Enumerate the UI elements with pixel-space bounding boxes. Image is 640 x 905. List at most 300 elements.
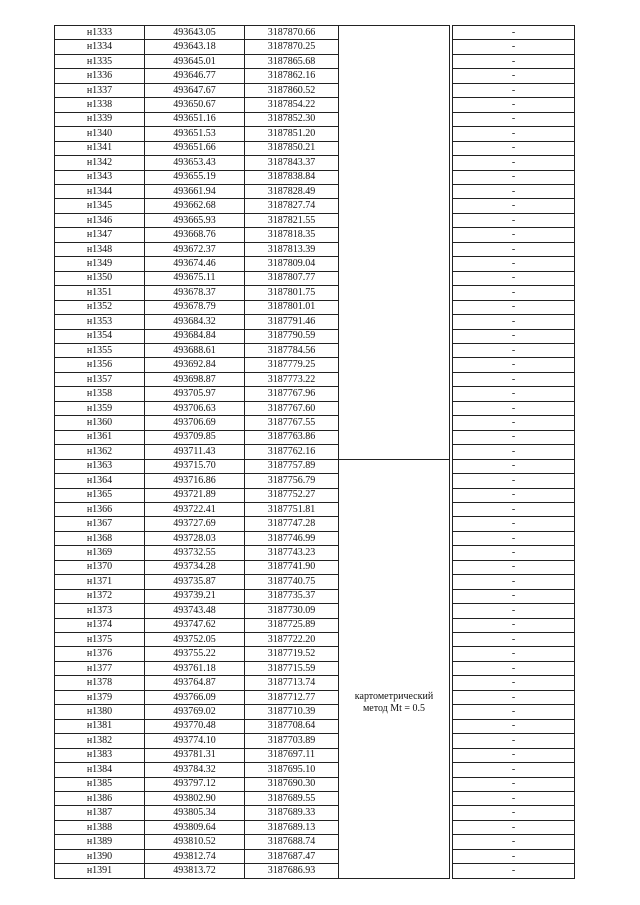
table-row [55, 676, 575, 690]
y-coordinate-cell: 3187851.20 [245, 127, 339, 141]
table-row [55, 199, 575, 213]
table-row [55, 589, 575, 603]
dash-cell: - [453, 271, 575, 285]
point-name-cell: н1390 [55, 849, 145, 863]
table-row [55, 459, 575, 473]
x-coordinate-cell: 493715.70 [145, 459, 245, 473]
x-coordinate-cell: 493810.52 [145, 835, 245, 849]
dash-cell: - [453, 170, 575, 184]
dash-cell: - [453, 112, 575, 126]
y-coordinate-cell: 3187860.52 [245, 83, 339, 97]
dash-cell: - [453, 835, 575, 849]
point-name-cell: н1379 [55, 690, 145, 704]
point-name-cell: н1350 [55, 271, 145, 285]
table-row [55, 40, 575, 54]
y-coordinate-cell: 3187751.81 [245, 502, 339, 516]
dash-cell: - [453, 69, 575, 83]
table-row [55, 156, 575, 170]
y-coordinate-cell: 3187763.86 [245, 430, 339, 444]
table-row [55, 690, 575, 704]
y-coordinate-cell: 3187801.01 [245, 300, 339, 314]
table-row [55, 705, 575, 719]
table-row [55, 763, 575, 777]
table-row [55, 83, 575, 97]
point-name-cell: н1387 [55, 806, 145, 820]
dash-cell: - [453, 849, 575, 863]
y-coordinate-cell: 3187790.59 [245, 329, 339, 343]
table-row [55, 474, 575, 488]
point-name-cell: н1369 [55, 546, 145, 560]
table-row [55, 864, 575, 878]
y-coordinate-cell: 3187690.30 [245, 777, 339, 791]
point-name-cell: н1386 [55, 792, 145, 806]
point-name-cell: н1345 [55, 199, 145, 213]
dash-cell: - [453, 777, 575, 791]
table-row [55, 98, 575, 112]
dash-cell: - [453, 474, 575, 488]
method-note-line1: картометрический [354, 690, 434, 702]
point-name-cell: н1361 [55, 430, 145, 444]
x-coordinate-cell: 493734.28 [145, 560, 245, 574]
x-coordinate-cell: 493732.55 [145, 546, 245, 560]
point-name-cell: н1365 [55, 488, 145, 502]
table-row [55, 271, 575, 285]
dash-cell: - [453, 560, 575, 574]
point-name-cell: н1376 [55, 647, 145, 661]
x-coordinate-cell: 493711.43 [145, 445, 245, 459]
dash-cell: - [453, 242, 575, 256]
coordinates-table [54, 25, 575, 879]
dash-cell: - [453, 459, 575, 473]
point-name-cell: н1341 [55, 141, 145, 155]
y-coordinate-cell: 3187821.55 [245, 213, 339, 227]
dash-cell: - [453, 343, 575, 357]
point-name-cell: н1391 [55, 864, 145, 878]
dash-cell: - [453, 141, 575, 155]
table-row [55, 170, 575, 184]
table-row [55, 719, 575, 733]
dash-cell: - [453, 864, 575, 878]
y-coordinate-cell: 3187784.56 [245, 343, 339, 357]
y-coordinate-cell: 3187838.84 [245, 170, 339, 184]
x-coordinate-cell: 493668.76 [145, 228, 245, 242]
x-coordinate-cell: 493678.37 [145, 286, 245, 300]
table-row [55, 141, 575, 155]
table-row [55, 112, 575, 126]
dash-cell: - [453, 358, 575, 372]
x-coordinate-cell: 493755.22 [145, 647, 245, 661]
x-coordinate-cell: 493809.64 [145, 820, 245, 834]
x-coordinate-cell: 493647.67 [145, 83, 245, 97]
x-coordinate-cell: 493812.74 [145, 849, 245, 863]
y-coordinate-cell: 3187852.30 [245, 112, 339, 126]
dash-cell: - [453, 763, 575, 777]
dash-cell: - [453, 445, 575, 459]
dash-cell: - [453, 792, 575, 806]
dash-cell: - [453, 676, 575, 690]
x-coordinate-cell: 493781.31 [145, 748, 245, 762]
point-name-cell: н1334 [55, 40, 145, 54]
dash-cell: - [453, 40, 575, 54]
x-coordinate-cell: 493661.94 [145, 184, 245, 198]
dash-cell: - [453, 589, 575, 603]
x-coordinate-cell: 493735.87 [145, 575, 245, 589]
table-row [55, 184, 575, 198]
dash-cell: - [453, 690, 575, 704]
x-coordinate-cell: 493651.53 [145, 127, 245, 141]
x-coordinate-cell: 493650.67 [145, 98, 245, 112]
x-coordinate-cell: 493646.77 [145, 69, 245, 83]
dash-cell: - [453, 618, 575, 632]
x-coordinate-cell: 493706.69 [145, 416, 245, 430]
point-name-cell: н1344 [55, 184, 145, 198]
coordinates-table-body [55, 26, 575, 879]
table-row [55, 401, 575, 415]
y-coordinate-cell: 3187870.66 [245, 26, 339, 40]
table-row [55, 54, 575, 68]
y-coordinate-cell: 3187697.11 [245, 748, 339, 762]
table-row [55, 416, 575, 430]
dash-cell: - [453, 228, 575, 242]
y-coordinate-cell: 3187743.23 [245, 546, 339, 560]
point-name-cell: н1352 [55, 300, 145, 314]
x-coordinate-cell: 493692.84 [145, 358, 245, 372]
dash-cell: - [453, 98, 575, 112]
table-row [55, 792, 575, 806]
point-name-cell: н1349 [55, 257, 145, 271]
x-coordinate-cell: 493721.89 [145, 488, 245, 502]
dash-cell: - [453, 213, 575, 227]
dash-cell: - [453, 604, 575, 618]
x-coordinate-cell: 493766.09 [145, 690, 245, 704]
y-coordinate-cell: 3187767.55 [245, 416, 339, 430]
point-name-cell: н1381 [55, 719, 145, 733]
y-coordinate-cell: 3187689.33 [245, 806, 339, 820]
y-coordinate-cell: 3187791.46 [245, 315, 339, 329]
dash-cell: - [453, 661, 575, 675]
dash-cell: - [453, 199, 575, 213]
point-name-cell: н1373 [55, 604, 145, 618]
y-coordinate-cell: 3187756.79 [245, 474, 339, 488]
table-row [55, 546, 575, 560]
y-coordinate-cell: 3187715.59 [245, 661, 339, 675]
y-coordinate-cell: 3187828.49 [245, 184, 339, 198]
y-coordinate-cell: 3187773.22 [245, 372, 339, 386]
method-cell-upper [339, 26, 450, 460]
x-coordinate-cell: 493739.21 [145, 589, 245, 603]
dash-cell: - [453, 633, 575, 647]
y-coordinate-cell: 3187767.96 [245, 387, 339, 401]
x-coordinate-cell: 493643.18 [145, 40, 245, 54]
x-coordinate-cell: 493645.01 [145, 54, 245, 68]
y-coordinate-cell: 3187843.37 [245, 156, 339, 170]
point-name-cell: н1378 [55, 676, 145, 690]
dash-cell: - [453, 372, 575, 386]
y-coordinate-cell: 3187854.22 [245, 98, 339, 112]
table-row [55, 488, 575, 502]
method-note [339, 691, 449, 715]
method-cell [339, 459, 450, 878]
table-row [55, 69, 575, 83]
point-name-cell: н1371 [55, 575, 145, 589]
x-coordinate-cell: 493662.68 [145, 199, 245, 213]
x-coordinate-cell: 493655.19 [145, 170, 245, 184]
point-name-cell: н1338 [55, 98, 145, 112]
x-coordinate-cell: 493764.87 [145, 676, 245, 690]
point-name-cell: н1364 [55, 474, 145, 488]
table-row [55, 329, 575, 343]
y-coordinate-cell: 3187689.55 [245, 792, 339, 806]
point-name-cell: н1351 [55, 286, 145, 300]
y-coordinate-cell: 3187807.77 [245, 271, 339, 285]
dash-cell: - [453, 387, 575, 401]
table-row [55, 661, 575, 675]
x-coordinate-cell: 493709.85 [145, 430, 245, 444]
dash-cell: - [453, 748, 575, 762]
y-coordinate-cell: 3187689.13 [245, 820, 339, 834]
y-coordinate-cell: 3187735.37 [245, 589, 339, 603]
y-coordinate-cell: 3187712.77 [245, 690, 339, 704]
point-name-cell: н1388 [55, 820, 145, 834]
dash-cell: - [453, 26, 575, 40]
y-coordinate-cell: 3187850.21 [245, 141, 339, 155]
x-coordinate-cell: 493651.66 [145, 141, 245, 155]
coordinates-sheet [54, 25, 575, 879]
y-coordinate-cell: 3187865.68 [245, 54, 339, 68]
table-row [55, 820, 575, 834]
point-name-cell: н1347 [55, 228, 145, 242]
table-row [55, 445, 575, 459]
y-coordinate-cell: 3187730.09 [245, 604, 339, 618]
y-coordinate-cell: 3187752.27 [245, 488, 339, 502]
table-row [55, 835, 575, 849]
table-row [55, 430, 575, 444]
x-coordinate-cell: 493813.72 [145, 864, 245, 878]
table-row [55, 560, 575, 574]
table-row [55, 228, 575, 242]
point-name-cell: н1348 [55, 242, 145, 256]
y-coordinate-cell: 3187818.35 [245, 228, 339, 242]
x-coordinate-cell: 493684.32 [145, 315, 245, 329]
point-name-cell: н1389 [55, 835, 145, 849]
point-name-cell: н1377 [55, 661, 145, 675]
dash-cell: - [453, 156, 575, 170]
dash-cell: - [453, 329, 575, 343]
dash-cell: - [453, 575, 575, 589]
dash-cell: - [453, 502, 575, 516]
dash-cell: - [453, 257, 575, 271]
dash-cell: - [453, 184, 575, 198]
x-coordinate-cell: 493769.02 [145, 705, 245, 719]
table-row [55, 531, 575, 545]
point-name-cell: н1383 [55, 748, 145, 762]
table-row [55, 315, 575, 329]
x-coordinate-cell: 493728.03 [145, 531, 245, 545]
table-row [55, 26, 575, 40]
point-name-cell: н1374 [55, 618, 145, 632]
table-row [55, 806, 575, 820]
x-coordinate-cell: 493672.37 [145, 242, 245, 256]
dash-cell: - [453, 531, 575, 545]
y-coordinate-cell: 3187827.74 [245, 199, 339, 213]
table-row [55, 358, 575, 372]
point-name-cell: н1333 [55, 26, 145, 40]
point-name-cell: н1368 [55, 531, 145, 545]
y-coordinate-cell: 3187801.75 [245, 286, 339, 300]
x-coordinate-cell: 493675.11 [145, 271, 245, 285]
point-name-cell: н1342 [55, 156, 145, 170]
table-row [55, 343, 575, 357]
table-row [55, 734, 575, 748]
point-name-cell: н1354 [55, 329, 145, 343]
y-coordinate-cell: 3187746.99 [245, 531, 339, 545]
dash-cell: - [453, 719, 575, 733]
dash-cell: - [453, 286, 575, 300]
table-row [55, 517, 575, 531]
dash-cell: - [453, 705, 575, 719]
point-name-cell: н1356 [55, 358, 145, 372]
x-coordinate-cell: 493653.43 [145, 156, 245, 170]
point-name-cell: н1353 [55, 315, 145, 329]
table-row [55, 257, 575, 271]
x-coordinate-cell: 493752.05 [145, 633, 245, 647]
x-coordinate-cell: 493805.34 [145, 806, 245, 820]
x-coordinate-cell: 493665.93 [145, 213, 245, 227]
x-coordinate-cell: 493743.48 [145, 604, 245, 618]
table-row [55, 213, 575, 227]
table-row [55, 849, 575, 863]
y-coordinate-cell: 3187767.60 [245, 401, 339, 415]
point-name-cell: н1380 [55, 705, 145, 719]
y-coordinate-cell: 3187779.25 [245, 358, 339, 372]
dash-cell: - [453, 430, 575, 444]
y-coordinate-cell: 3187703.89 [245, 734, 339, 748]
dash-cell: - [453, 127, 575, 141]
y-coordinate-cell: 3187687.47 [245, 849, 339, 863]
point-name-cell: н1358 [55, 387, 145, 401]
point-name-cell: н1375 [55, 633, 145, 647]
y-coordinate-cell: 3187722.20 [245, 633, 339, 647]
table-row [55, 748, 575, 762]
point-name-cell: н1370 [55, 560, 145, 574]
point-name-cell: н1355 [55, 343, 145, 357]
table-row [55, 372, 575, 386]
x-coordinate-cell: 493761.18 [145, 661, 245, 675]
y-coordinate-cell: 3187686.93 [245, 864, 339, 878]
y-coordinate-cell: 3187762.16 [245, 445, 339, 459]
table-row [55, 575, 575, 589]
y-coordinate-cell: 3187747.28 [245, 517, 339, 531]
table-row [55, 633, 575, 647]
point-name-cell: н1384 [55, 763, 145, 777]
x-coordinate-cell: 493727.69 [145, 517, 245, 531]
point-name-cell: н1372 [55, 589, 145, 603]
point-name-cell: н1362 [55, 445, 145, 459]
y-coordinate-cell: 3187740.75 [245, 575, 339, 589]
table-row [55, 618, 575, 632]
x-coordinate-cell: 493706.63 [145, 401, 245, 415]
x-coordinate-cell: 493747.62 [145, 618, 245, 632]
x-coordinate-cell: 493651.16 [145, 112, 245, 126]
table-row [55, 242, 575, 256]
table-row [55, 604, 575, 618]
x-coordinate-cell: 493770.48 [145, 719, 245, 733]
y-coordinate-cell: 3187710.39 [245, 705, 339, 719]
x-coordinate-cell: 493643.05 [145, 26, 245, 40]
y-coordinate-cell: 3187870.25 [245, 40, 339, 54]
dash-cell: - [453, 401, 575, 415]
table-row [55, 286, 575, 300]
x-coordinate-cell: 493698.87 [145, 372, 245, 386]
x-coordinate-cell: 493716.86 [145, 474, 245, 488]
point-name-cell: н1335 [55, 54, 145, 68]
x-coordinate-cell: 493802.90 [145, 792, 245, 806]
dash-cell: - [453, 546, 575, 560]
method-note-line2: метод Mt = 0.5 [362, 702, 426, 714]
point-name-cell: н1360 [55, 416, 145, 430]
y-coordinate-cell: 3187809.04 [245, 257, 339, 271]
x-coordinate-cell: 493688.61 [145, 343, 245, 357]
x-coordinate-cell: 493678.79 [145, 300, 245, 314]
y-coordinate-cell: 3187862.16 [245, 69, 339, 83]
y-coordinate-cell: 3187757.89 [245, 459, 339, 473]
y-coordinate-cell: 3187708.64 [245, 719, 339, 733]
point-name-cell: н1336 [55, 69, 145, 83]
point-name-cell: н1359 [55, 401, 145, 415]
point-name-cell: н1382 [55, 734, 145, 748]
dash-cell: - [453, 54, 575, 68]
dash-cell: - [453, 488, 575, 502]
table-row [55, 300, 575, 314]
dash-cell: - [453, 315, 575, 329]
dash-cell: - [453, 647, 575, 661]
y-coordinate-cell: 3187695.10 [245, 763, 339, 777]
x-coordinate-cell: 493684.84 [145, 329, 245, 343]
table-row [55, 127, 575, 141]
dash-cell: - [453, 300, 575, 314]
point-name-cell: н1357 [55, 372, 145, 386]
dash-cell: - [453, 806, 575, 820]
point-name-cell: н1363 [55, 459, 145, 473]
y-coordinate-cell: 3187719.52 [245, 647, 339, 661]
y-coordinate-cell: 3187688.74 [245, 835, 339, 849]
y-coordinate-cell: 3187725.89 [245, 618, 339, 632]
point-name-cell: н1366 [55, 502, 145, 516]
dash-cell: - [453, 517, 575, 531]
point-name-cell: н1346 [55, 213, 145, 227]
x-coordinate-cell: 493784.32 [145, 763, 245, 777]
dash-cell: - [453, 416, 575, 430]
x-coordinate-cell: 493722.41 [145, 502, 245, 516]
point-name-cell: н1343 [55, 170, 145, 184]
point-name-cell: н1385 [55, 777, 145, 791]
point-name-cell: н1339 [55, 112, 145, 126]
point-name-cell: н1340 [55, 127, 145, 141]
point-name-cell: н1367 [55, 517, 145, 531]
table-row [55, 502, 575, 516]
x-coordinate-cell: 493774.10 [145, 734, 245, 748]
dash-cell: - [453, 83, 575, 97]
point-name-cell: н1337 [55, 83, 145, 97]
dash-cell: - [453, 820, 575, 834]
y-coordinate-cell: 3187741.90 [245, 560, 339, 574]
y-coordinate-cell: 3187713.74 [245, 676, 339, 690]
table-row [55, 647, 575, 661]
table-row [55, 387, 575, 401]
x-coordinate-cell: 493705.97 [145, 387, 245, 401]
dash-cell: - [453, 734, 575, 748]
table-row [55, 777, 575, 791]
